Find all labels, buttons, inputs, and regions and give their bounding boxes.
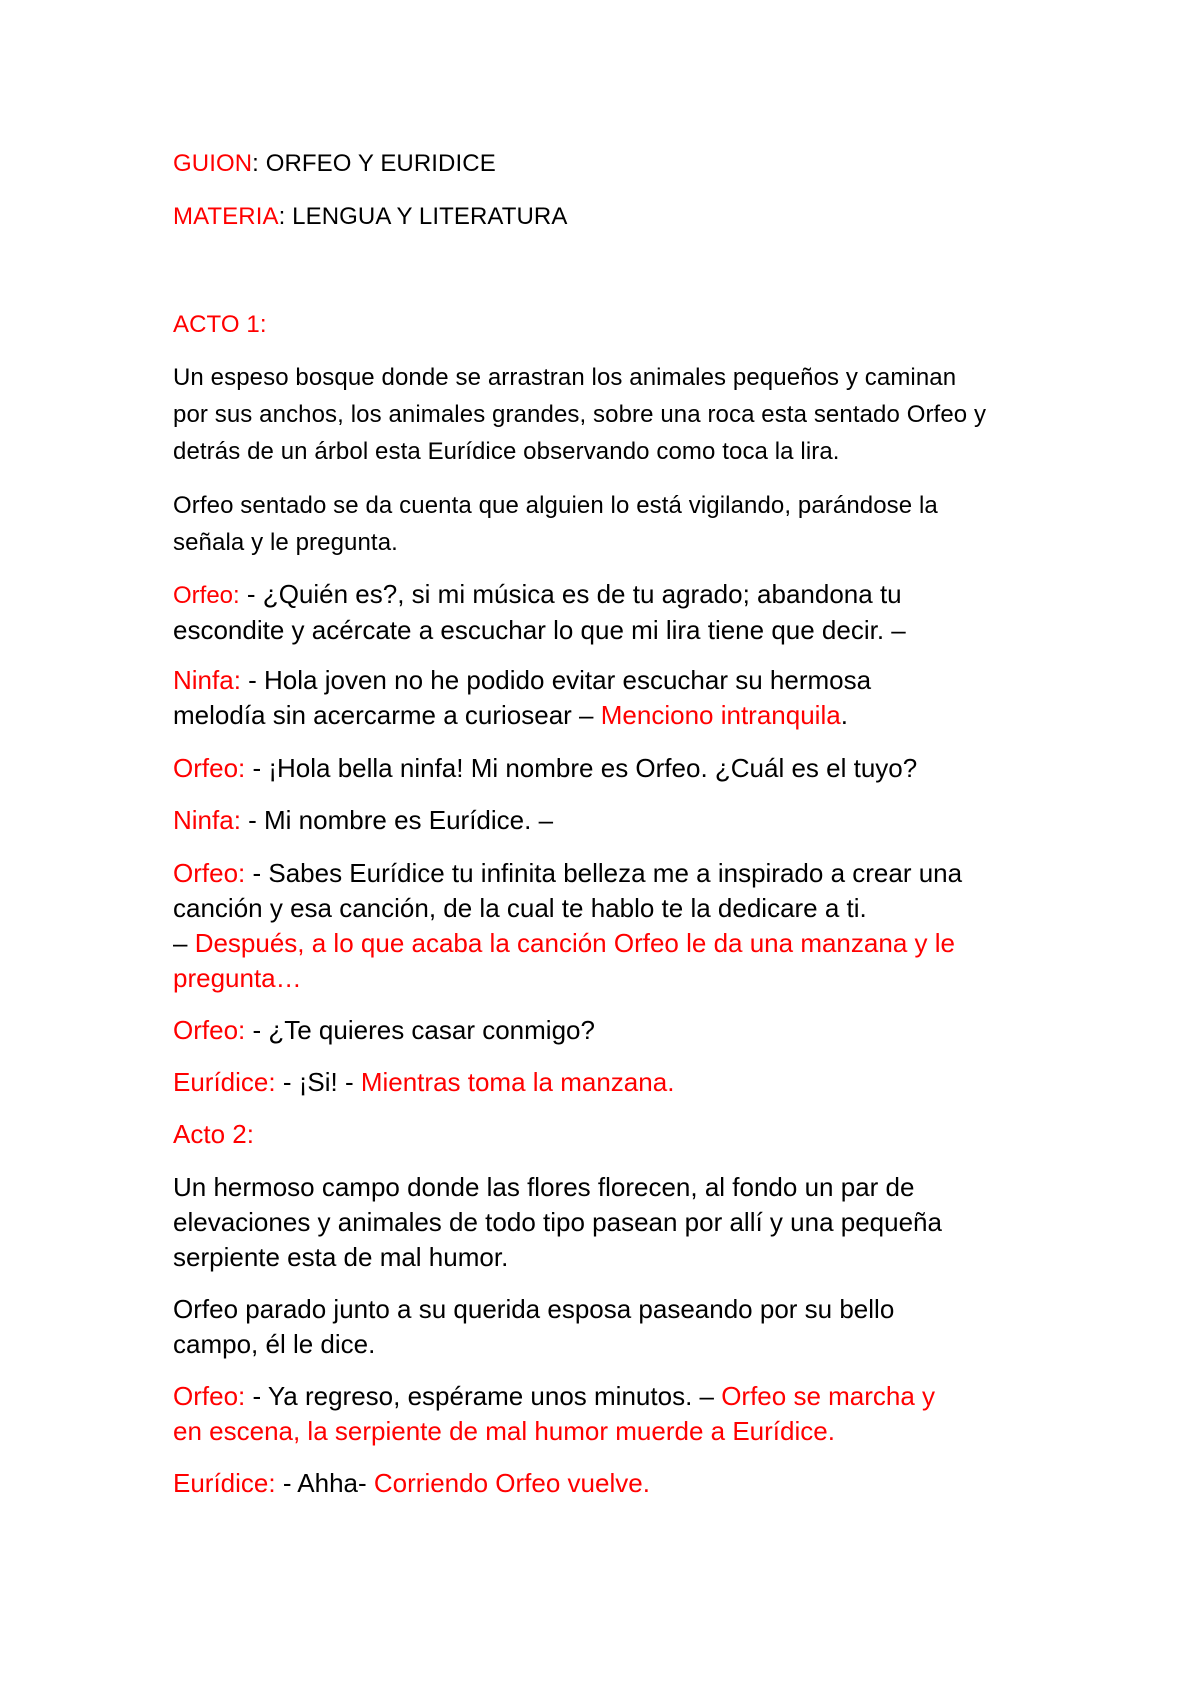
paragraph-line: campo, él le dice. [173,1329,376,1359]
dialogue-text: - Ahha- [275,1468,374,1498]
dialogue-line-orfeo-3 [173,856,1053,996]
dialogue-text: - ¿Te quieres casar conmigo? [245,1015,595,1045]
materia-label: MATERIA [173,203,279,230]
dialogue-text: - ¿Quién es?, si mi música es de tu agrado; abandona tu [239,579,902,609]
act1-heading: ACTO 1: [173,311,267,338]
speaker-label: Orfeo: [173,858,246,888]
dialogue-line-ninfa-2 [173,803,1053,838]
paragraph-line: elevaciones y animales de todo tipo pasean por allí y una pequeña [173,1207,942,1237]
speaker-label: Orfeo: [173,1015,246,1045]
stage-direction: Después, a lo que acaba la canción Orfeo le da una manzana y le [194,928,955,958]
paragraph-line: Orfeo parado junto a su querida esposa paseando por su bello [173,1294,895,1324]
dialogue-line-euridice-2 [173,1466,1053,1501]
dialogue-text: - ¡Hola bella ninfa! Mi nombre es Orfeo. ¿Cuál es el tuyo? [245,753,918,783]
paragraph-line: detrás de un árbol esta Eurídice observando como toca la lira. [173,438,840,465]
speaker-label: Eurídice: [173,1067,276,1097]
stage-direction: Orfeo se marcha y [721,1381,936,1411]
paragraph-line: Un hermoso campo donde las flores florecen, al fondo un par de [173,1172,915,1202]
speaker-label: Ninfa: [173,805,241,835]
dialogue-text: - Sabes Eurídice tu infinita belleza me a inspirado a crear una [245,858,963,888]
speaker-label: Orfeo: [173,1381,246,1411]
dialogue-text: canción y esa canción, de la cual te hablo te la dedicare a ti. [173,893,867,923]
guion-value: : ORFEO Y EURIDICE [252,150,496,177]
stage-direction: pregunta… [173,963,302,993]
materia-value: : LENGUA Y LITERATURA [278,203,568,230]
paragraph-line: serpiente esta de mal humor. [173,1242,509,1272]
dialogue-dash: – [173,928,195,958]
speaker-label: Orfeo: [173,582,240,609]
script-title-line [173,145,1053,182]
dialogue-text: - ¡Si! - [275,1067,361,1097]
punctuation: . [840,700,848,730]
act2-heading: Acto 2: [173,1119,254,1149]
act2-paragraph-2 [173,1292,1053,1362]
dialogue-line-orfeo-2 [173,751,1053,786]
dialogue-text: - Ya regreso, espérame unos minutos. – [245,1381,722,1411]
dialogue-line-orfeo-5 [173,1379,1053,1449]
dialogue-text: escondite y acércate a escuchar lo que mi lira tiene que decir. – [173,615,906,645]
dialogue-line-orfeo-4 [173,1013,1053,1048]
paragraph-line: señala y le pregunta. [173,529,398,556]
speaker-label: Orfeo: [173,753,246,783]
speaker-label: Eurídice: [173,1468,276,1498]
act1-paragraph-2 [173,487,1053,561]
paragraph-line: Orfeo sentado se da cuenta que alguien lo está vigilando, parándose la [173,492,938,519]
stage-direction: en escena, la serpiente de mal humor muerde a Eurídice. [173,1416,835,1446]
dialogue-line-orfeo-1 [173,577,1053,648]
paragraph-line: Un espeso bosque donde se arrastran los animales pequeños y caminan [173,364,957,391]
paragraph-line: por sus anchos, los animales grandes, sobre una roca esta sentado Orfeo y [173,401,987,428]
dialogue-text: - Hola joven no he podido evitar escuchar su hermosa [240,665,872,695]
guion-label: GUION [173,150,253,177]
dialogue-line-ninfa-1 [173,663,1053,733]
dialogue-text: - Mi nombre es Eurídice. – [240,805,554,835]
stage-direction: Mientras toma la manzana. [360,1067,675,1097]
stage-direction: Menciono intranquila [600,700,841,730]
dialogue-line-euridice-1 [173,1065,1053,1100]
stage-direction: Corriendo Orfeo vuelve. [373,1468,650,1498]
speaker-label: Ninfa: [173,665,241,695]
dialogue-text: melodía sin acercarme a curiosear – [173,700,601,730]
act2-paragraph-1 [173,1170,1053,1275]
act1-paragraph-1 [173,359,1053,470]
subject-line [173,198,1053,235]
